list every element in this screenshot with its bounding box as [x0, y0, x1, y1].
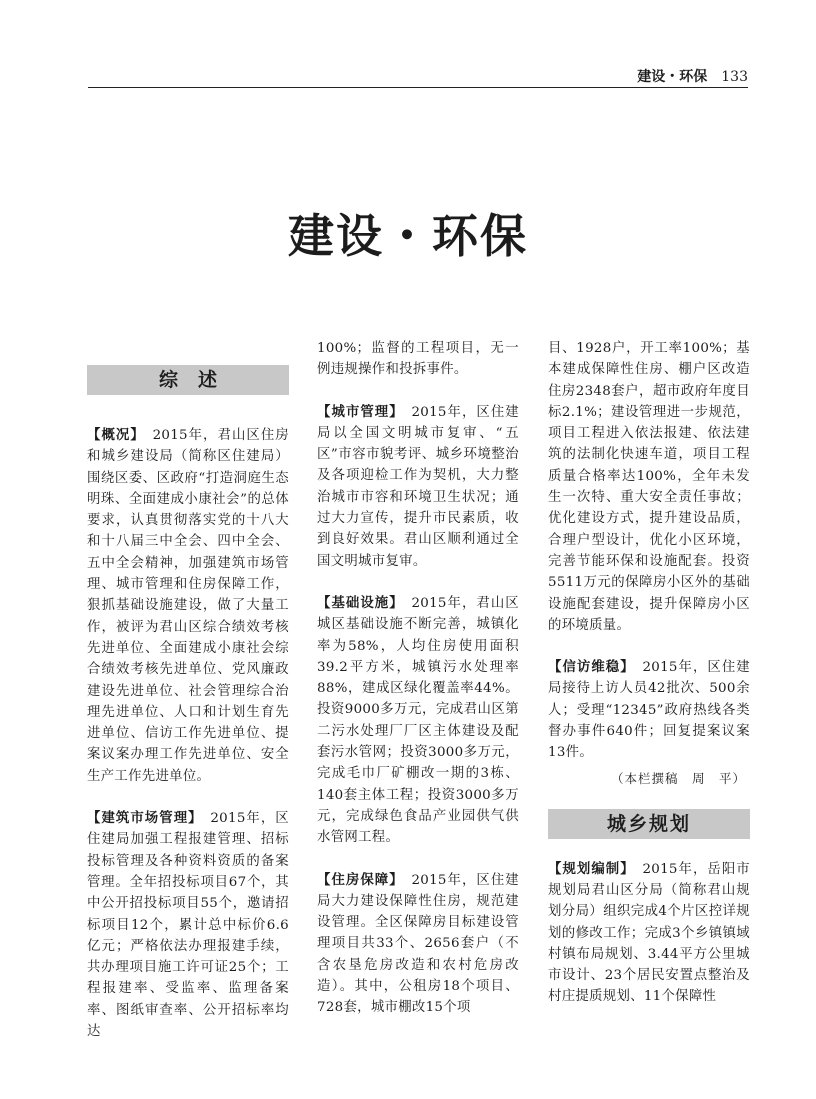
paragraph-text: 2015年，岳阳市规划局君山区分局（简称君山规划分局）组织完成4个片区控详规划的修改工作；完成3个乡镇镇域村镇布局规划、3.44平方公里城市设计、23个居民安置点整治及村庄提质规划、11个保障性	[548, 861, 750, 1005]
paragraph-text: 2015年，君山区城区基础设施不断完善，城镇化率为58%，人均住房使用面积39.2平方米，城镇污水处理率88%，建成区绿化覆盖率44%。投资9000多万元，完成君山区第二污水处理厂厂区主体建设及配套污水管网；投资3000多万元，完成毛巾厂矿棚改一期的3栋、140套主体工程；投资3000多万元，完成绿色食品产业园供气供水管网工程。	[317, 595, 519, 846]
paragraph-construction-market	[87, 808, 289, 1042]
paragraph-overview	[87, 425, 289, 787]
paragraph-tag: 【住房保障】	[317, 872, 397, 888]
paragraph-planning	[548, 859, 750, 1008]
paragraph-text: 2015年，区住建局加强工程报建管理、招标投标管理及各种资料资质的备案管理。全年招投标项目67个，其中公开招投标项目55个，邀请招标项目12个，累计总中标价6.6亿元；严格依法办理报建手续，共办理项目施工许可证25个；工程报建率、受监率、监理备案率、图纸审查率、公开招标率均达	[87, 811, 289, 1040]
paragraph-tag: 【建筑市场管理】	[87, 811, 196, 827]
running-header	[88, 66, 748, 88]
paragraph-tag: 【基础设施】	[317, 595, 397, 611]
column-2	[317, 338, 519, 1040]
paragraph-tag: 【概况】	[87, 428, 139, 443]
page-number: 133	[721, 69, 748, 85]
paragraph-text: 2015年，区住建局接待上访人员42批次、500余人；受理“12345”政府热线各类督办事件640件；回复提案议案13件。	[548, 660, 750, 761]
running-header-section: 建设・环保	[637, 69, 708, 85]
paragraph-infrastructure	[317, 593, 519, 849]
author-credit: （本栏撰稿 周 平）	[610, 770, 746, 786]
column-1	[87, 365, 289, 1063]
chapter-title: 建设・环保	[288, 209, 528, 263]
paragraph-tag: 【信访维稳】	[548, 660, 628, 676]
paragraph-text: 2015年，区住建局大力建设保障性住房，规范建设管理。全区保障房目标建设管理项目共33个、2656套户（不含农垦危房改造和农村危房改造）。其中，公租房18个项目、728套，城市棚改15个项	[317, 872, 519, 1016]
paragraph-text: 2015年，区住建局以全国文明城市复审、“五区”市容市貌考评、城乡环境整治及各项迎检工作为契机，大力整治城市市容和环境卫生状况；通过大力宣传，提升市民素质，收到良好效果。君山区顺利通过全国文明城市复审。	[317, 404, 519, 569]
paragraph-tag: 【规划编制】	[548, 861, 628, 877]
paragraph-text: 目、1928户，开工率100%；基本建成保障性住房、棚户区改造住房2348套户，超市政府年度目标2.1%；建设管理进一步规范，项目工程进入依法报建、依法建筑的法制化快速车道，项目工程质量合格率达100%，全年未发生一次特、重大安全责任事故；优化建设方式，提升建设品质，合理户型设计，优化小区环境，完善节能环保和设施配套。投资5511万元的保障房小区外的基础设施配套建设，提升保障房小区的环境质量。	[548, 341, 750, 633]
paragraph-housing-security	[317, 870, 519, 1019]
column-3	[548, 338, 750, 1029]
paragraph-petition	[548, 657, 750, 763]
section-heading-urban-rural-planning: 城乡规划	[548, 809, 750, 839]
paragraph-city-management	[317, 402, 519, 572]
paragraph-continued	[548, 338, 750, 636]
paragraph-tag: 【城市管理】	[317, 404, 397, 420]
section-heading-overview: 综述	[87, 365, 289, 395]
paragraph-text: 2015年，君山区住房和城乡建设局（简称区住建局）围绕区委、区政府“打造洞庭生态明珠、全面建成小康社会”的总体要求，认真贯彻落实党的十八大和十八届三中全会、四中全会、五中全会精神，加强建筑市场管理、城市管理和住房保障工作，狠抓基础设施建设，做了大量工作，被评为君山区综合绩效考核先进单位、全面建成小康社会综合绩效考核先进单位、党风廉政建设先进单位、社会管理综合治理先进单位、人口和计划生育先进单位、信访工作先进单位、提案议案办理工作先进单位、安全生产工作先进单位。	[87, 428, 289, 784]
paragraph-text: 100%；监督的工程项目，无一例违规操作和投拆事件。	[317, 341, 519, 378]
paragraph-continued	[317, 338, 519, 381]
